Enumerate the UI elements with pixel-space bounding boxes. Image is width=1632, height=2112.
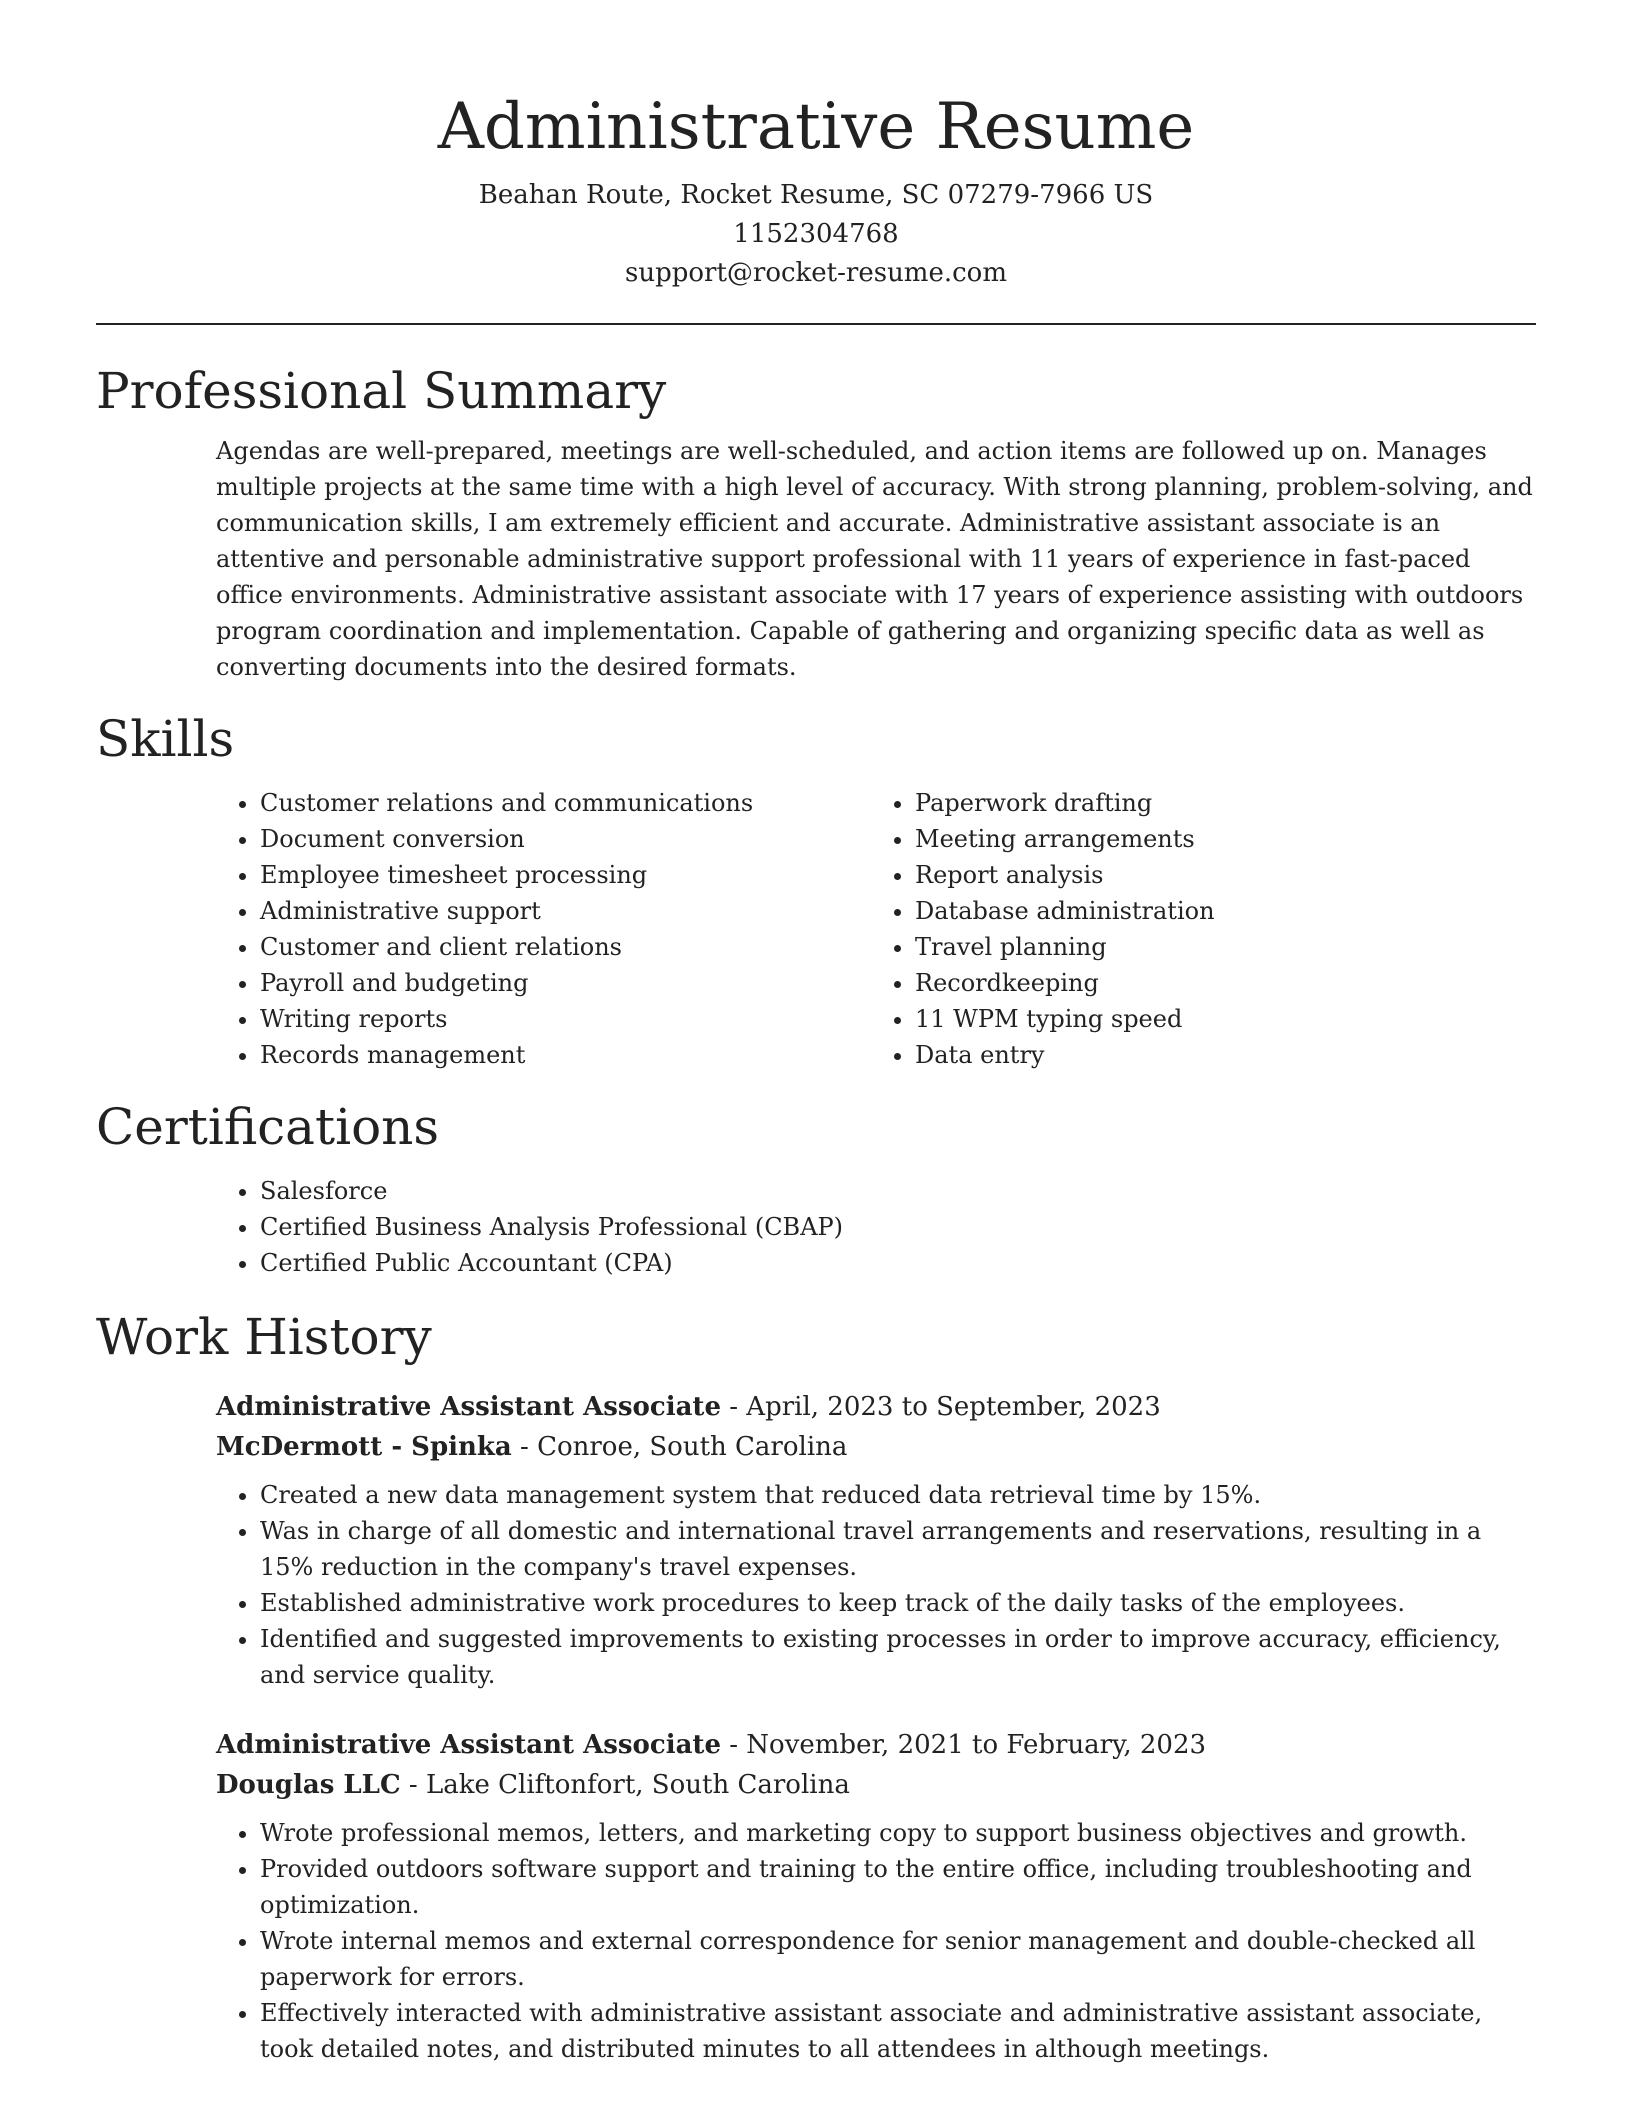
skill-item: • Writing reports	[260, 1001, 865, 1037]
job-location: - Lake Cliftonfort, South Carolina	[400, 1770, 850, 1800]
job-employer-line	[216, 1427, 1536, 1467]
summary-text: Agendas are well-prepared, meetings are well-scheduled, and action items are followed up on. Manages multiple projects at the same time with a high level of accuracy. With strong planning, problem-solving, and communication skills, I am extremely efficient and accurate. Administrative assistant associate is an attentive and personable administrative support professional with 11 years of experience in fast-paced office environments. Administrative assistant associate with 17 years of experience assisting with outdoors program coordination and implementation. Capable of gathering and organizing specific data as well as converting documents into the desired formats.	[216, 437, 1533, 681]
header-divider	[96, 323, 1536, 325]
skill-item: • Meeting arrangements	[915, 821, 1515, 857]
skill-item: • Recordkeeping	[915, 965, 1515, 1001]
resume-page	[96, 0, 1536, 2067]
job-role: Administrative Assistant Associate	[216, 1392, 721, 1422]
job-employer-line	[216, 1765, 1536, 1805]
contact-address: Beahan Route, Rocket Resume, SC 07279-7966 US	[478, 180, 1154, 210]
job-title-line	[216, 1725, 1536, 1765]
resume-title: Administrative Resume	[437, 90, 1195, 164]
job-employer: Douglas LLC	[216, 1770, 401, 1800]
skill-item: • Document conversion	[260, 821, 865, 857]
skills-column-left	[216, 785, 865, 1073]
job-employer: McDermott - Spinka	[216, 1432, 512, 1462]
skill-item: • Payroll and budgeting	[260, 965, 865, 1001]
job-bullet-list	[216, 1815, 1536, 2067]
contact-phone: 1152304768	[733, 219, 899, 249]
skill-item: • 11 WPM typing speed	[915, 1001, 1515, 1037]
job-entry	[216, 1387, 1536, 1693]
skill-item: • Paperwork drafting	[915, 785, 1515, 821]
skills-column-right	[871, 785, 1515, 1073]
skill-item: • Database administration	[915, 893, 1515, 929]
certifications-heading: Certifications	[96, 1098, 440, 1156]
job-bullet: • Established administrative work procedures to keep track of the daily tasks of the employees.	[260, 1585, 1536, 1621]
job-role: Administrative Assistant Associate	[216, 1730, 721, 1760]
job-location: - Conroe, South Carolina	[511, 1432, 848, 1462]
job-bullet: • Was in charge of all domestic and international travel arrangements and reservations, resulting in a 15% reduction in the company's travel expenses.	[260, 1513, 1536, 1585]
job-bullet: • Wrote internal memos and external correspondence for senior management and double-checked all paperwork for errors.	[260, 1923, 1536, 1995]
job-entry	[216, 1725, 1536, 2067]
skill-item: • Customer and client relations	[260, 929, 865, 965]
work-history-heading: Work History	[96, 1308, 432, 1366]
job-bullet: • Created a new data management system that reduced data retrieval time by 15%.	[260, 1477, 1536, 1513]
contact-block	[96, 176, 1536, 293]
skill-item: • Employee timesheet processing	[260, 857, 865, 893]
skill-item: • Travel planning	[915, 929, 1515, 965]
job-bullet: • Wrote professional memos, letters, and marketing copy to support business objectives and growth.	[260, 1815, 1536, 1851]
certification-item: • Certified Business Analysis Professional (CBAP)	[260, 1209, 1536, 1245]
job-dates: - April, 2023 to September, 2023	[720, 1392, 1161, 1422]
skill-item: • Report analysis	[915, 857, 1515, 893]
job-bullet: • Effectively interacted with administrative assistant associate and administrative assistant associate, took detailed notes, and distributed minutes to all attendees in although meetings.	[260, 1995, 1536, 2067]
skill-item: • Administrative support	[260, 893, 865, 929]
job-bullet: • Provided outdoors software support and training to the entire office, including troubleshooting and optimization.	[260, 1851, 1536, 1923]
certifications-list	[216, 1173, 1536, 1281]
job-bullet: • Identified and suggested improvements to existing processes in order to improve accuracy, efficiency, and service quality.	[260, 1621, 1536, 1693]
job-dates: - November, 2021 to February, 2023	[720, 1730, 1207, 1760]
skill-item: • Records management	[260, 1037, 865, 1073]
job-bullet-list	[216, 1477, 1536, 1693]
skills-list	[216, 785, 1536, 1073]
certification-item: • Certified Public Accountant (CPA)	[260, 1245, 1536, 1281]
skill-item: • Customer relations and communications	[260, 785, 865, 821]
contact-email: support@rocket-resume.com	[624, 258, 1007, 288]
certification-item: • Salesforce	[260, 1173, 1536, 1209]
summary-heading: Professional Summary	[96, 362, 667, 420]
skill-item: • Data entry	[915, 1037, 1515, 1073]
skills-heading: Skills	[96, 710, 235, 768]
job-title-line	[216, 1387, 1536, 1427]
